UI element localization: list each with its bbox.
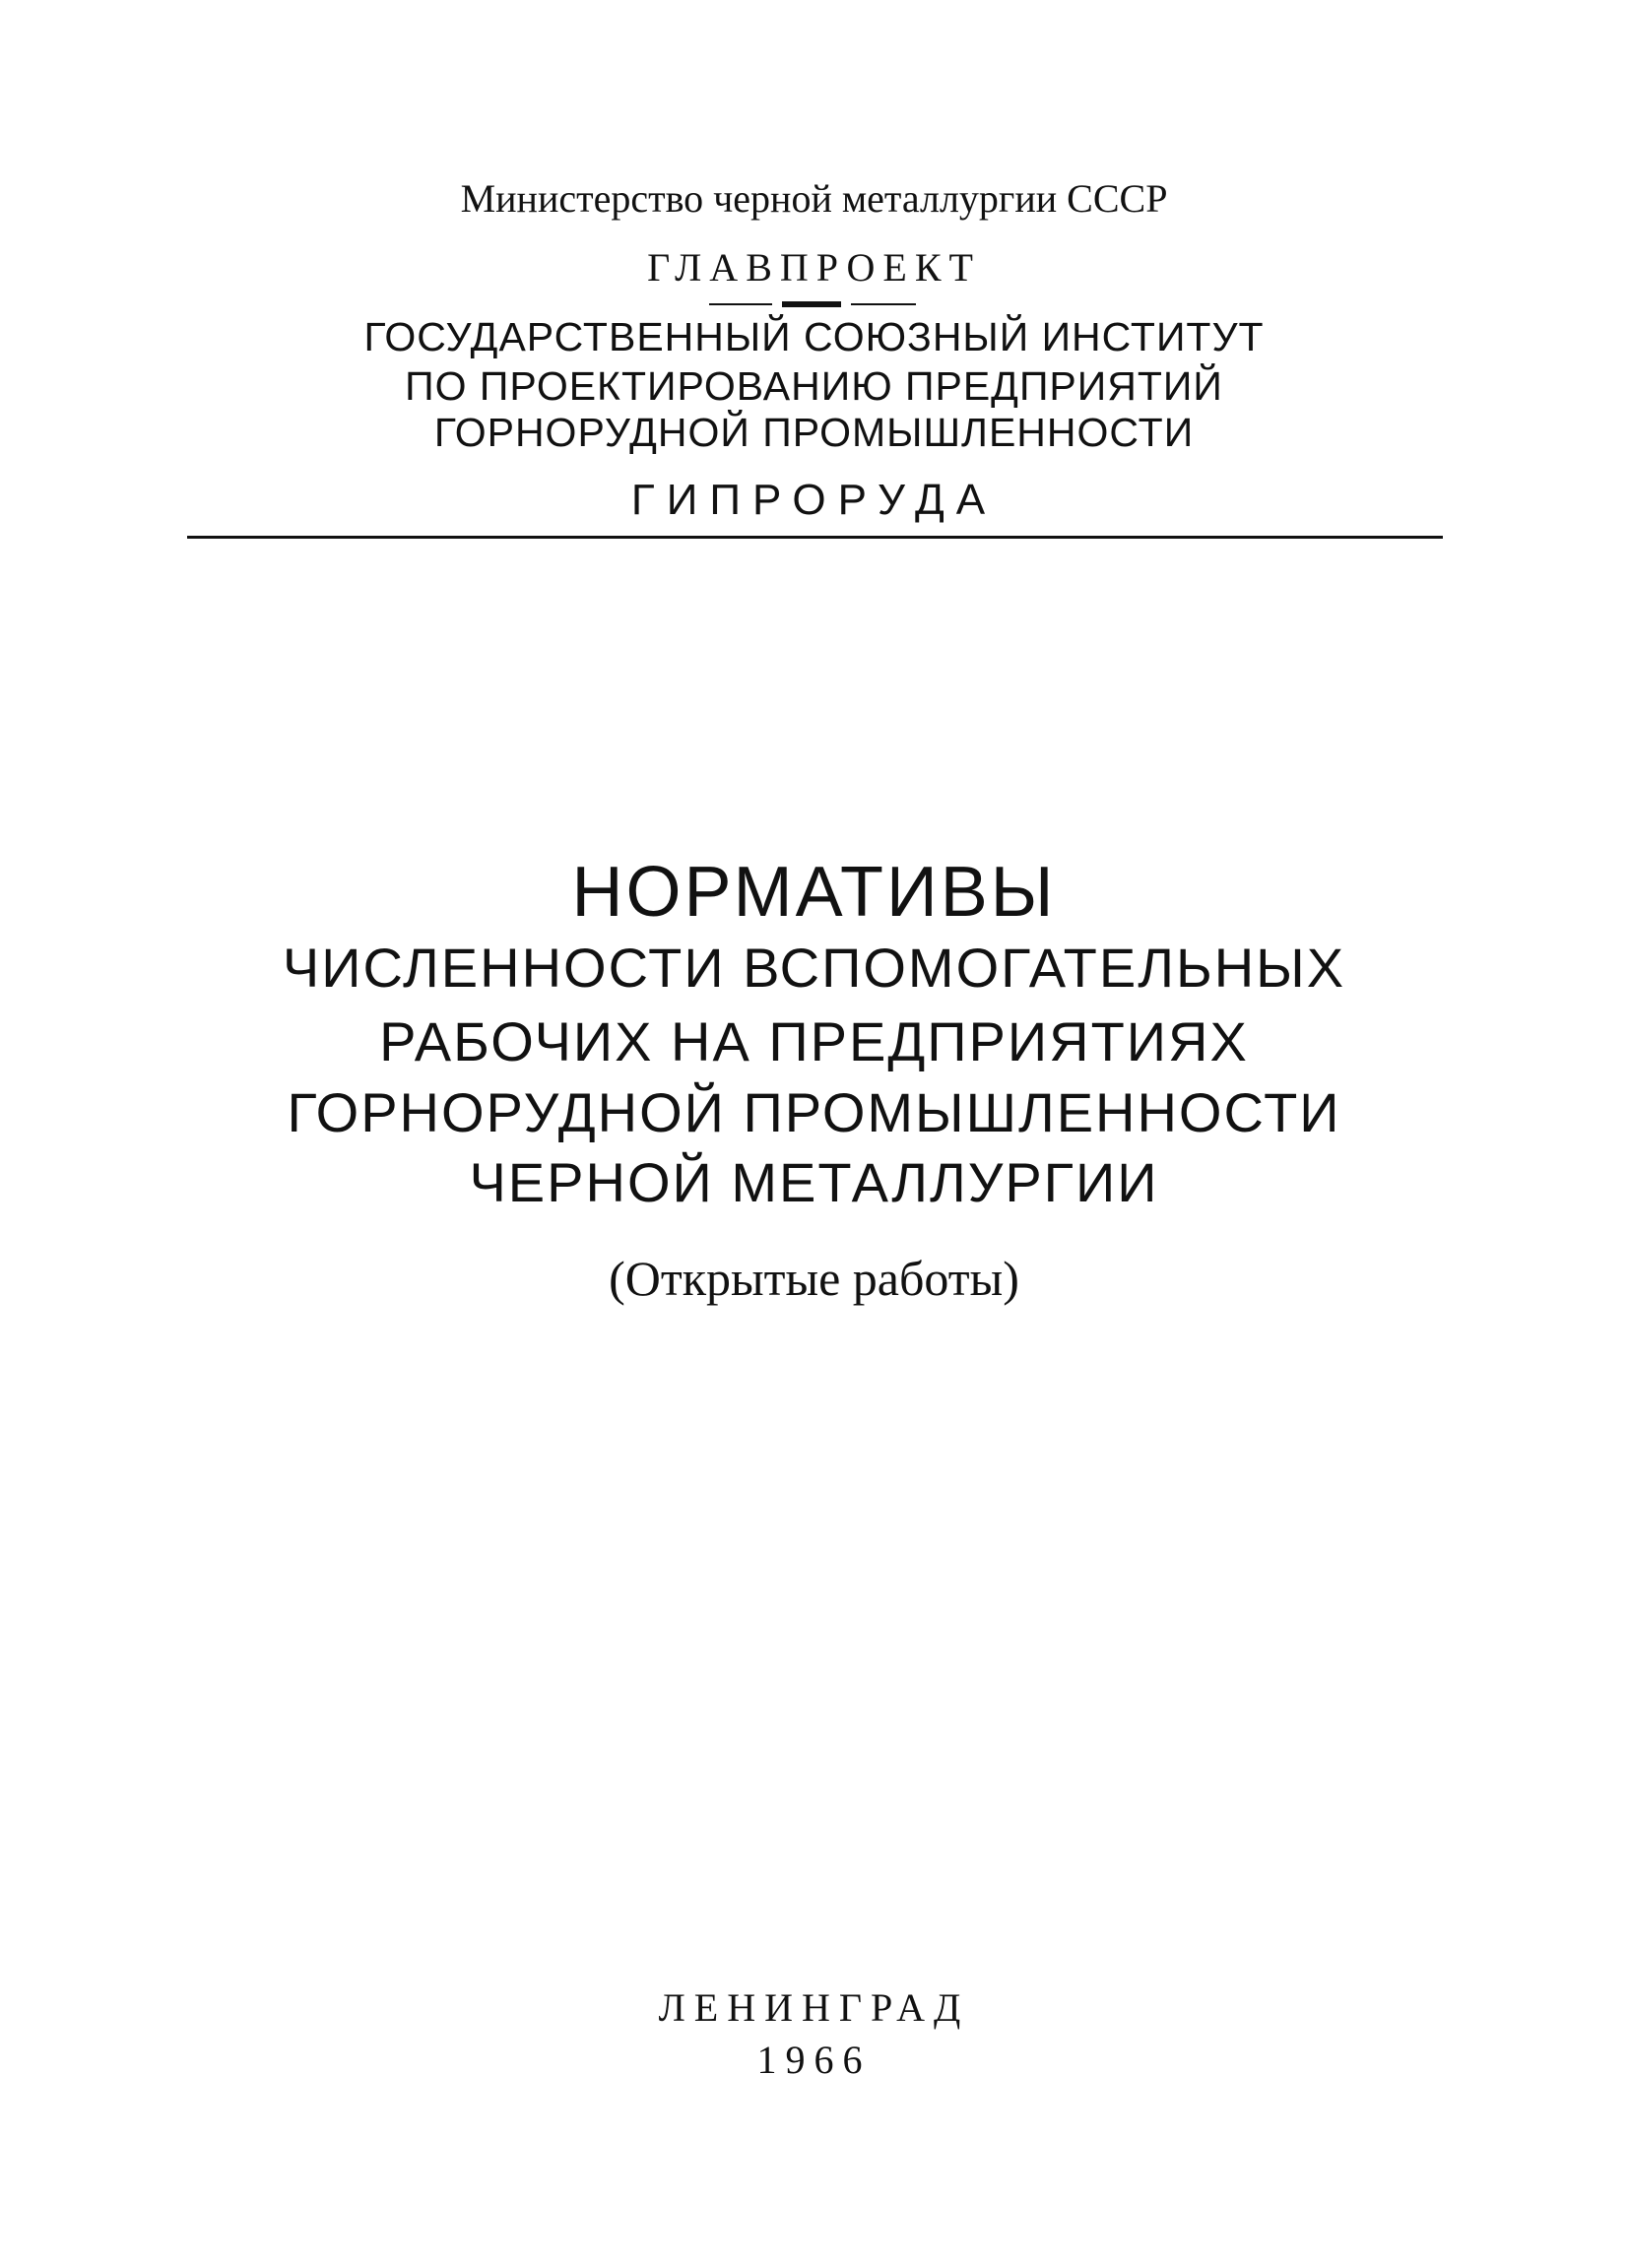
institute-line-2: ПО ПРОЕКТИРОВАНИЮ ПРЕДПРИЯТИЙ <box>405 363 1223 409</box>
title-line-1: ЧИСЛЕННОСТИ ВСПОМОГАТЕЛЬНЫХ <box>282 937 1346 999</box>
ornamental-divider <box>709 298 916 310</box>
document-title: НОРМАТИВЫ <box>571 853 1057 932</box>
glavproekt-heading: ГЛАВПРОЕКТ <box>647 245 981 290</box>
institute-line-1: ГОСУДАРСТВЕННЫЙ СОЮЗНЫЙ ИНСТИТУТ <box>363 314 1265 359</box>
horizontal-rule <box>187 536 1443 539</box>
title-line-3: ГОРНОРУДНОЙ ПРОМЫШЛЕННОСТИ <box>287 1081 1341 1143</box>
institute-short-name: ГИПРОРУДА <box>630 476 998 524</box>
publication-year: 1966 <box>756 2038 872 2082</box>
publication-city: ЛЕНИНГРАД <box>658 1985 970 2030</box>
document-subtitle: (Открытые работы) <box>609 1251 1019 1306</box>
ministry-name: Министерство черной металлургии СССР <box>460 176 1168 221</box>
title-line-4: ЧЕРНОЙ МЕТАЛЛУРГИИ <box>469 1151 1159 1213</box>
title-line-2: РАБОЧИХ НА ПРЕДПРИЯТИЯХ <box>379 1010 1249 1072</box>
institute-line-3: ГОРНОРУДНОЙ ПРОМЫШЛЕННОСТИ <box>433 410 1195 455</box>
